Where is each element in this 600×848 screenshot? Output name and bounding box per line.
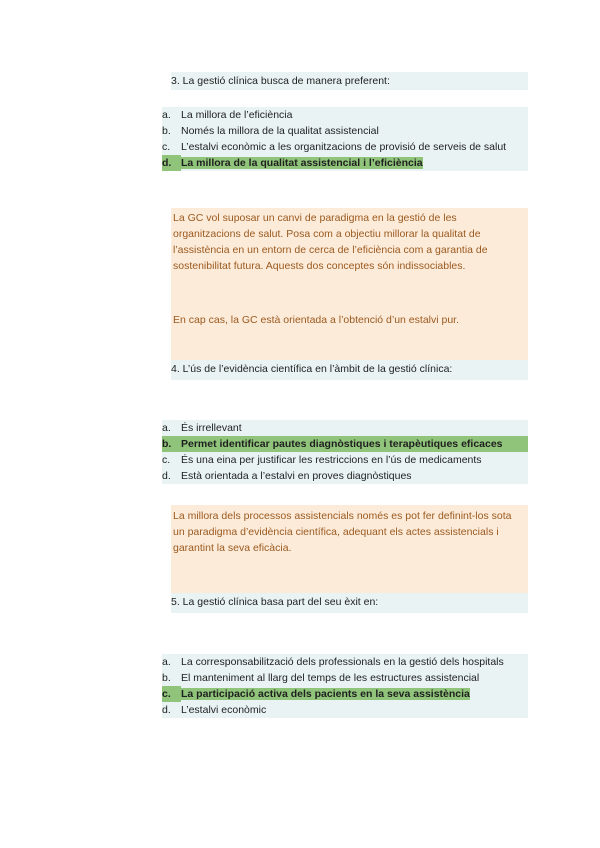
option-a[interactable]: a. La millora de l’eficiència — [162, 109, 293, 121]
option-a[interactable]: a. La corresponsabilització dels professionals en la gestió dels hospitals — [162, 656, 504, 668]
explanation-paragraph: La millora dels processos assistencials només es pot fer definint-los sota un paradigma d’evidència científica, adequant els actes assistencials i garantint la seva eficàcia. — [173, 510, 512, 554]
option-d-correct[interactable]: d. La millora de la qualitat assistencial i l’eficiència — [162, 157, 423, 169]
question-5-options — [162, 654, 528, 718]
option-b[interactable]: b. El manteniment al llarg del temps de les estructures assistencial — [162, 672, 480, 684]
option-b-correct[interactable]: b. Permet identificar pautes diagnòstiques i terapèutiques eficaces — [162, 436, 528, 452]
option-d[interactable]: d. L’estalvi econòmic — [162, 704, 267, 716]
option-d[interactable]: d. Està orientada a l’estalvi en proves diagnòstiques — [162, 470, 412, 482]
option-c-correct[interactable]: c. La participació activa dels pacients en la seva assistència — [162, 688, 470, 700]
option-c[interactable]: c. L’estalvi econòmic a les organitzacions de provisió de serveis de salut — [162, 141, 507, 153]
option-b[interactable]: b. Només la millora de la qualitat assistencial — [162, 125, 379, 137]
question-5-title: 5. La gestió clínica basa part del seu èxit en: — [171, 593, 528, 613]
explanation-paragraph: La GC vol suposar un canvi de paradigma en la gestió de les organitzacions de salut. Posa com a objectiu millorar la qualitat de l’assistència en un entorn de cerca de l’eficiència com a garantia de sostenibilitat futura. Aquests dos conceptes són indissociables. — [173, 212, 488, 272]
question-4-title: 4. L’ús de l’evidència científica en l’àmbit de la gestió clínica: — [171, 360, 528, 380]
question-3-explanation — [171, 208, 528, 360]
explanation-paragraph: En cap cas, la GC està orientada a l’obtenció d’un estalvi pur. — [173, 314, 460, 326]
question-4-explanation — [171, 505, 528, 593]
option-a[interactable]: a. És irrellevant — [162, 422, 242, 434]
question-3-options — [162, 107, 528, 171]
question-4-options — [162, 420, 528, 484]
option-c[interactable]: c. És una eina per justificar les restriccions en l’ús de medicaments — [162, 454, 482, 466]
question-3-title: 3. La gestió clínica busca de manera preferent: — [171, 72, 528, 90]
